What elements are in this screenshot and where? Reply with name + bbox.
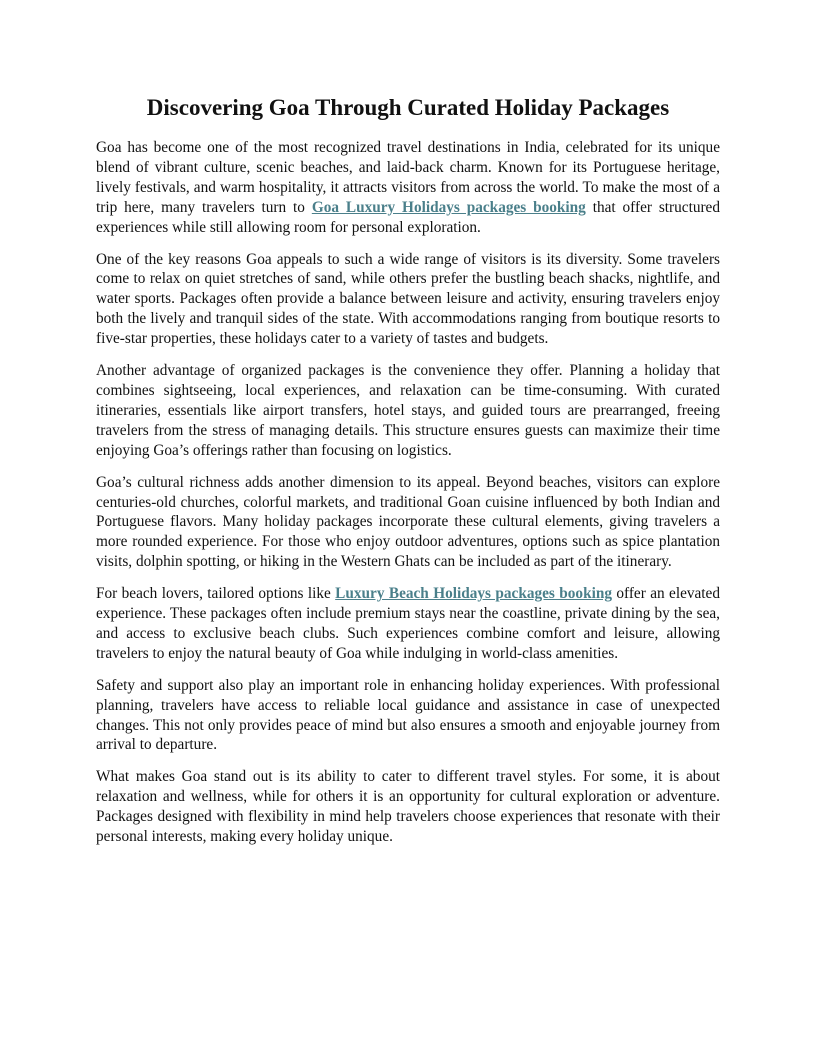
document-page (96, 92, 720, 859)
paragraph-convenience: Another advantage of organized packages is the convenience they offer. Planning a holiday that combines sightseeing, local experiences, and relaxation can be time-consuming. With curated itineraries, essentials like airport transfers, hotel stays, and guided tours are prearranged, freeing travelers from the stress of managing details. This structure ensures guests can maximize their time enjoying Goa’s offerings rather than focusing on logistics. (96, 362, 720, 459)
paragraph-text: Goa has become one of the most recognized travel destinations in India, celebrated for its unique blend of vibrant culture, scenic beaches, and laid-back charm. Known for its Portuguese heritage, lively festivals, and warm hospitality, it attracts visitors from across the world. To make the most of a trip here, many travelers turn to (96, 139, 720, 216)
luxury-beach-holidays-link[interactable]: Luxury Beach Holidays packages booking (335, 585, 612, 603)
paragraph-conclusion: What makes Goa stand out is its ability to cater to different travel styles. For some, it is about relaxation and wellness, while for others it is an opportunity for cultural exploration or adventure. Packages designed with flexibility in mind help travelers choose experiences that resonate with their personal interests, making every holiday unique. (96, 768, 720, 846)
page-title: Discovering Goa Through Curated Holiday Packages (146, 95, 670, 120)
goa-luxury-holidays-link[interactable]: Goa Luxury Holidays packages booking (311, 198, 586, 216)
paragraph-beach (96, 584, 720, 664)
paragraph-text: that offer structured experiences while still allowing room for personal exploration. (96, 198, 720, 236)
paragraph-culture: Goa’s cultural richness adds another dimension to its appeal. Beyond beaches, visitors can explore centuries-old churches, colorful markets, and traditional Goan cuisine influenced by both Indian and Portuguese flavors. Many holiday packages incorporate these cultural elements, giving travelers a more rounded experience. For those who enjoy outdoor adventures, options such as spice plantation visits, dolphin spotting, or hiking in the Western Ghats can be included as part of the itinerary. (96, 473, 720, 571)
paragraph-intro (96, 138, 720, 238)
paragraph-diversity: One of the key reasons Goa appeals to such a wide range of visitors is its diversity. Some travelers come to relax on quiet stretches of sand, while others prefer the bustling beach shacks, nightlife, and water sports. Packages often provide a balance between leisure and activity, ensuring travelers enjoy both the lively and tranquil sides of the state. With accommodations ranging from boutique resorts to five-star properties, these holidays cater to a variety of tastes and budgets. (96, 250, 720, 348)
paragraph-text: For beach lovers, tailored options like (96, 585, 336, 603)
paragraph-safety: Safety and support also play an important role in enhancing holiday experiences. With professional planning, travelers have access to reliable local guidance and assistance in case of unexpected changes. This not only provides peace of mind but also ensures a smooth and enjoyable journey from arrival to departure. (96, 676, 720, 754)
paragraph-text: offer an elevated experience. These packages often include premium stays near the coastline, private dining by the sea, and access to exclusive beach clubs. Such experiences combine comfort and leisure, allowing travelers to enjoy the natural beauty of Goa while indulging in world-class amenities. (96, 585, 720, 662)
